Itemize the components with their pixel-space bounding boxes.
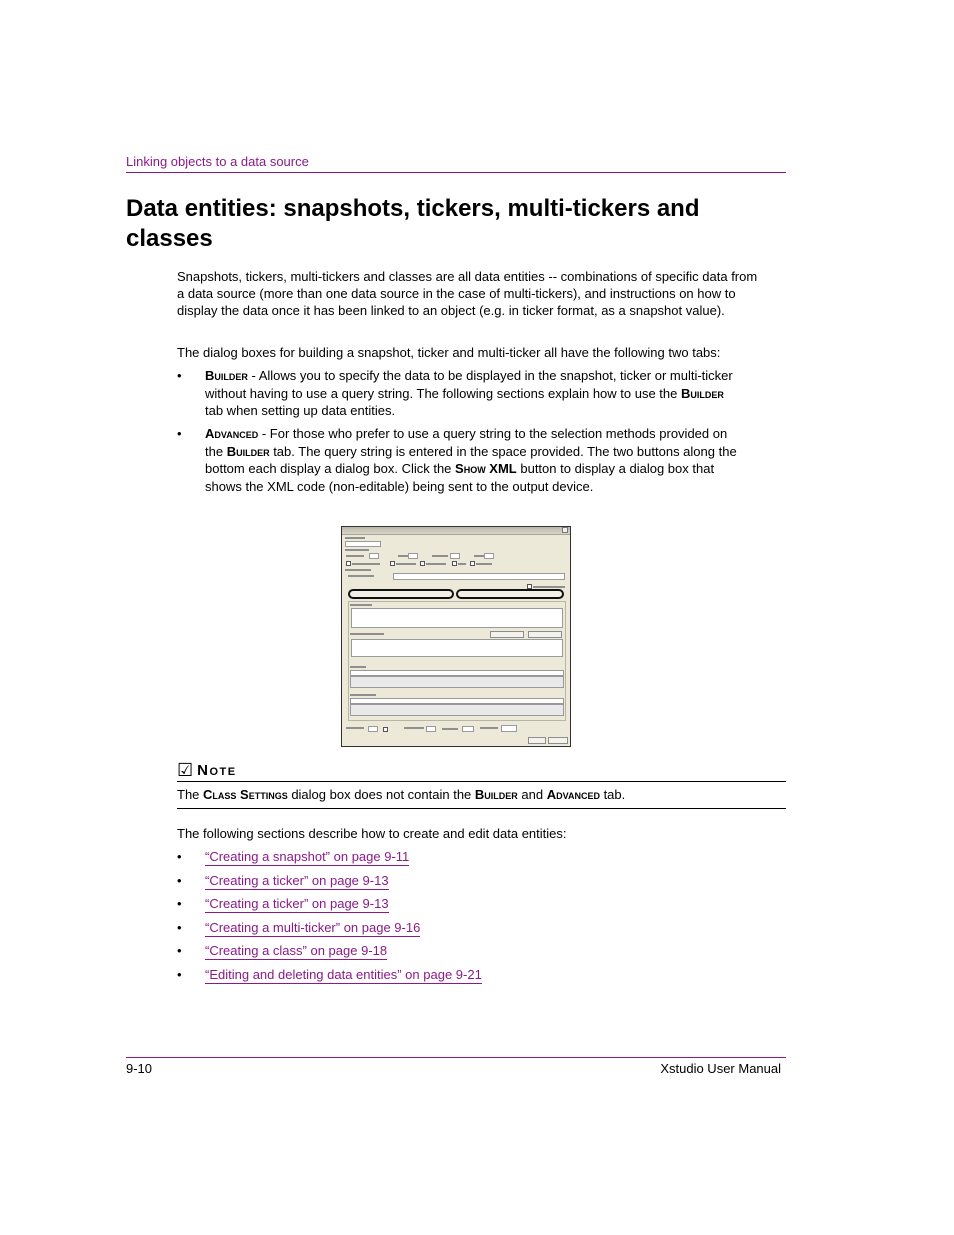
bullet-dot: • — [177, 966, 182, 982]
builder-tab-highlight — [348, 589, 454, 599]
header-rule — [126, 172, 786, 173]
link-creating-ticker-2[interactable]: “Creating a ticker” on page 9-13 — [205, 896, 389, 911]
label-query-format — [350, 633, 384, 635]
checkbox-checked-icon: ☑ — [177, 760, 194, 780]
label-ticker-name — [345, 537, 365, 539]
note-rule-top — [177, 781, 786, 782]
limit-field — [484, 553, 494, 559]
link-creating-class[interactable]: “Creating a class” on page 9-18 — [205, 943, 388, 958]
label-items — [398, 555, 408, 557]
term-show-xml: Show XML — [455, 461, 517, 476]
increment-field — [450, 553, 460, 559]
checkbox-label — [426, 563, 446, 565]
items-field — [408, 553, 418, 559]
manual-title: Xstudio User Manual — [660, 1061, 781, 1076]
ok-button — [528, 737, 546, 744]
note-label: Note — [197, 762, 237, 779]
label-data-source — [348, 575, 374, 577]
bullet-dot: • — [177, 368, 182, 383]
link-creating-snapshot[interactable]: “Creating a snapshot” on page 9-11 — [205, 849, 410, 864]
following-paragraph: The following sections describe how to create and edit data entities: — [177, 826, 567, 841]
label-query — [350, 604, 372, 606]
fields-table — [350, 676, 564, 688]
checkbox — [470, 561, 475, 566]
checkbox-label — [352, 563, 380, 565]
data-source-dropdown — [393, 573, 565, 580]
label-ticker-settings — [345, 549, 369, 551]
ticker-name-field — [345, 541, 381, 547]
bullet-dot: • — [177, 896, 182, 911]
label-refresh — [346, 727, 364, 729]
checkbox — [420, 561, 425, 566]
bullet-advanced-text: Advanced - For those who prefer to use a query string to the selection methods provided on the Builder tab. The query string is entered in the space provided. The two buttons along the bottom each display a dialog box. Click the Show XML button to display a dialog box that shows the XML code (non-editable) being sent to the output device. — [205, 426, 737, 494]
link-editing-deleting[interactable]: “Editing and deleting data entities” on page 9-21 — [205, 966, 482, 982]
checkbox — [346, 561, 351, 566]
format-field — [351, 639, 563, 657]
link-creating-ticker[interactable]: “Creating a ticker” on page 9-13 — [205, 872, 389, 888]
note-heading — [177, 760, 237, 781]
page-number: 9-10 — [126, 1061, 153, 1076]
term-builder: Builder — [474, 787, 518, 802]
link-creating-multi-ticker[interactable]: “Creating a multi-ticker” on page 9-16 — [205, 919, 421, 935]
label-display — [350, 694, 376, 696]
checkbox — [383, 727, 388, 732]
interval-field — [369, 553, 379, 559]
term-class-settings: Class Settings — [203, 787, 288, 802]
checkbox-label — [458, 563, 466, 565]
start-date-field — [501, 725, 517, 732]
label-average — [404, 727, 424, 729]
show-xml-button — [490, 631, 524, 638]
label-use-bloc — [442, 728, 458, 730]
dialog-title-bar — [342, 527, 570, 535]
bullet-dot: • — [177, 426, 182, 441]
label-data-selection — [345, 569, 371, 571]
bloc-field — [462, 726, 474, 732]
term-builder: Builder — [205, 368, 248, 383]
display-table — [350, 704, 564, 716]
term-builder: Builder — [226, 443, 270, 459]
footer-rule — [126, 1057, 786, 1058]
query-field — [351, 608, 563, 628]
page-title: Data entities: snapshots, tickers, multi-tickers and classes — [126, 195, 700, 252]
test-query-button — [528, 631, 562, 638]
tabs-intro-paragraph: The dialog boxes for building a snapshot, ticker and multi-ticker all have the following two tabs: — [177, 345, 721, 360]
checkbox — [390, 561, 395, 566]
bullet-dot: • — [177, 849, 182, 864]
bullet-dot: • — [177, 919, 182, 935]
bullet-builder-text: Builder - Allows you to specify the data to be displayed in the snapshot, ticker or multi-ticker without having to use a query string. The following sections explain how to use the Builder tab when setting up data entities. — [205, 368, 733, 418]
label-interval — [346, 555, 364, 557]
checkbox-label — [533, 586, 565, 588]
running-header: Linking objects to a data source — [126, 154, 309, 169]
close-icon — [562, 527, 568, 533]
checkbox-label — [396, 563, 416, 565]
label-fields — [350, 666, 366, 668]
label-limit — [474, 555, 484, 557]
ticker-settings-dialog-screenshot — [341, 526, 571, 747]
bullet-dot: • — [177, 943, 182, 958]
bullet-dot: • — [177, 872, 182, 888]
average-field — [426, 726, 436, 732]
label-start-date — [480, 727, 498, 729]
cancel-button — [548, 737, 568, 744]
note-rule-bottom — [177, 808, 786, 809]
term-advanced: Advanced — [205, 426, 259, 441]
checkbox — [452, 561, 457, 566]
refresh-field — [368, 726, 378, 732]
term-advanced: Advanced — [546, 787, 600, 802]
label-increment — [432, 555, 448, 557]
intro-paragraph: Snapshots, tickers, multi-tickers and classes are all data entities -- combinations of specific data from a data source (more than one data source in the case of multi-tickers), and instructions on how to display the data once it has been linked to an object (e.g. in ticker format, as a snapshot value). — [177, 269, 758, 318]
term-builder: Builder — [681, 385, 724, 401]
advanced-tab-highlight — [456, 589, 564, 599]
checkbox-label — [476, 563, 492, 565]
note-text: The Class Settings dialog box does not contain the Builder and Advanced tab. — [177, 787, 626, 802]
